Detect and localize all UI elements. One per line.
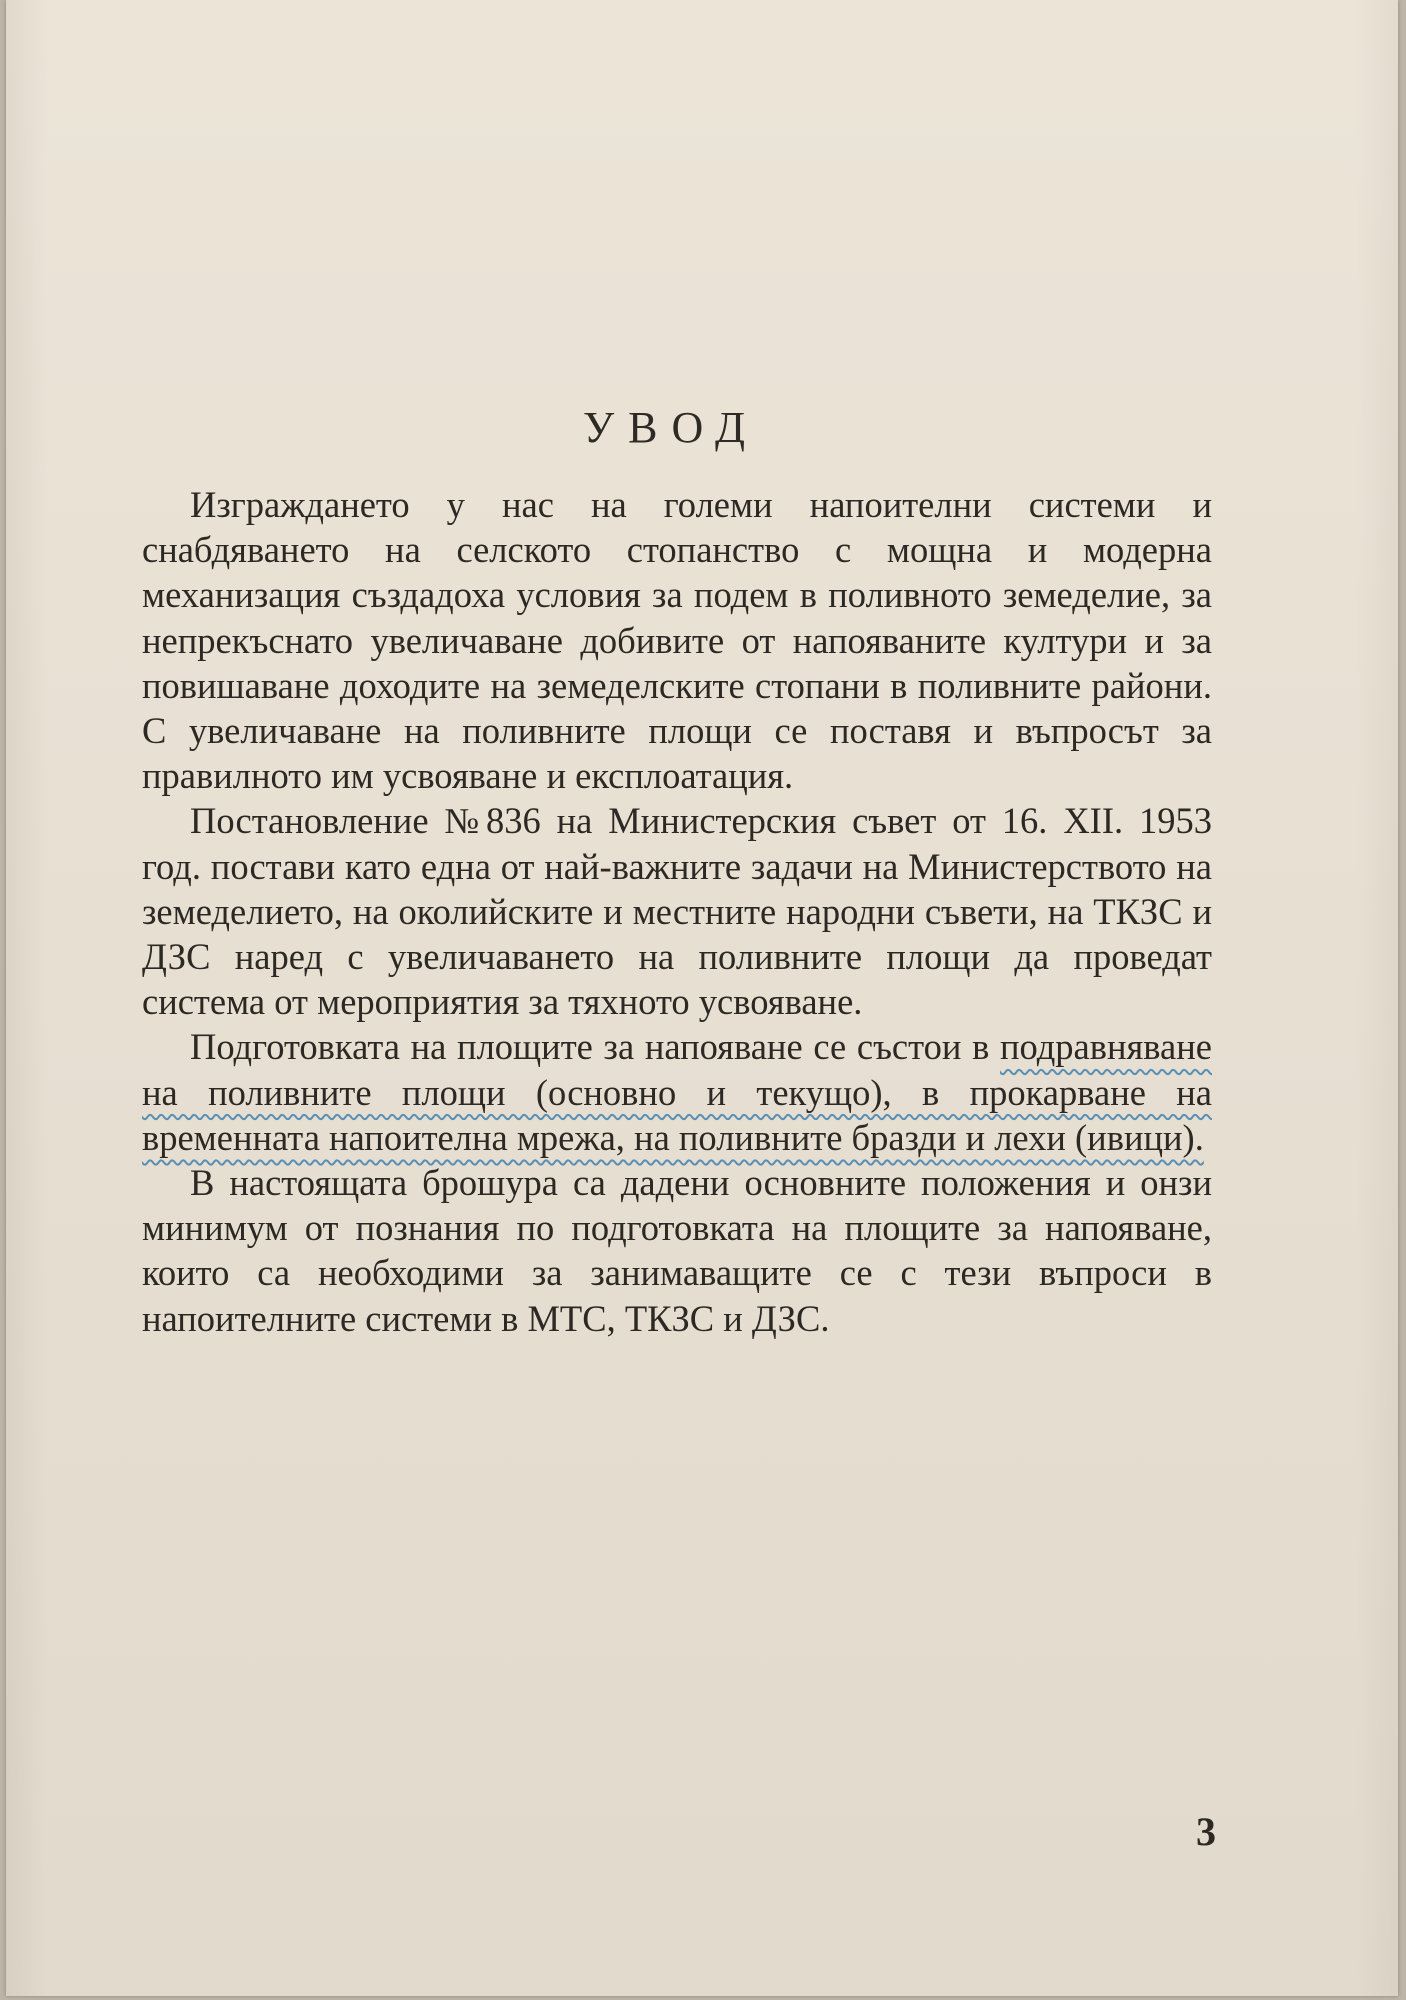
paragraph-2-text: Постановление №836 на Министерския съвет от 16. XII. 1953 год. постави като една от най-важните задачи на Министерството на земеделието, на околийските и местните народни съвети, на ТКЗС и ДЗС наред с увеличаването на поливните площи да проведат система от мероприятия за тяхното усвояване. xyxy=(142,800,1212,1023)
chapter-title: УВОД xyxy=(582,403,760,452)
book-page xyxy=(6,0,1398,1996)
paragraph-4 xyxy=(142,1160,1212,1341)
paragraph-1 xyxy=(142,482,1212,798)
body-text xyxy=(142,482,1212,1341)
paragraph-3-text: Подготовката на площите за напояване се състои в xyxy=(190,1026,1000,1068)
paragraph-3 xyxy=(142,1024,1212,1160)
paragraph-2 xyxy=(142,798,1212,1024)
paragraph-4-text: В настоящата брошура са дадени основните положения и онзи минимум от познания по подготовката на площите за напояване, които са необходими за занимаващите се с тези въпроси в напоителните системи в МТС, ТКЗС и ДЗС. xyxy=(142,1162,1212,1339)
page-number: 3 xyxy=(1196,1809,1216,1854)
paragraph-1-text: Изграждането у нас на големи напоителни системи и снабдяването на селското стопанство с мощна и модерна механизация създадоха условия за подем в поливното земеделие, за непрекъснато увеличаване добивите от напояваните култури и за повишаване доходите на земеделските стопани в поливните райони. С увеличаване на поливните площи се поставя и въпросът за правилното им усвояване и експлоатация. xyxy=(142,484,1212,797)
highlighted-passage: подравняване на поливните площи (основно и текущо), в прокарване на временната напоителна мрежа, на поливните бразди и лехи (ивици). xyxy=(142,1026,1212,1158)
